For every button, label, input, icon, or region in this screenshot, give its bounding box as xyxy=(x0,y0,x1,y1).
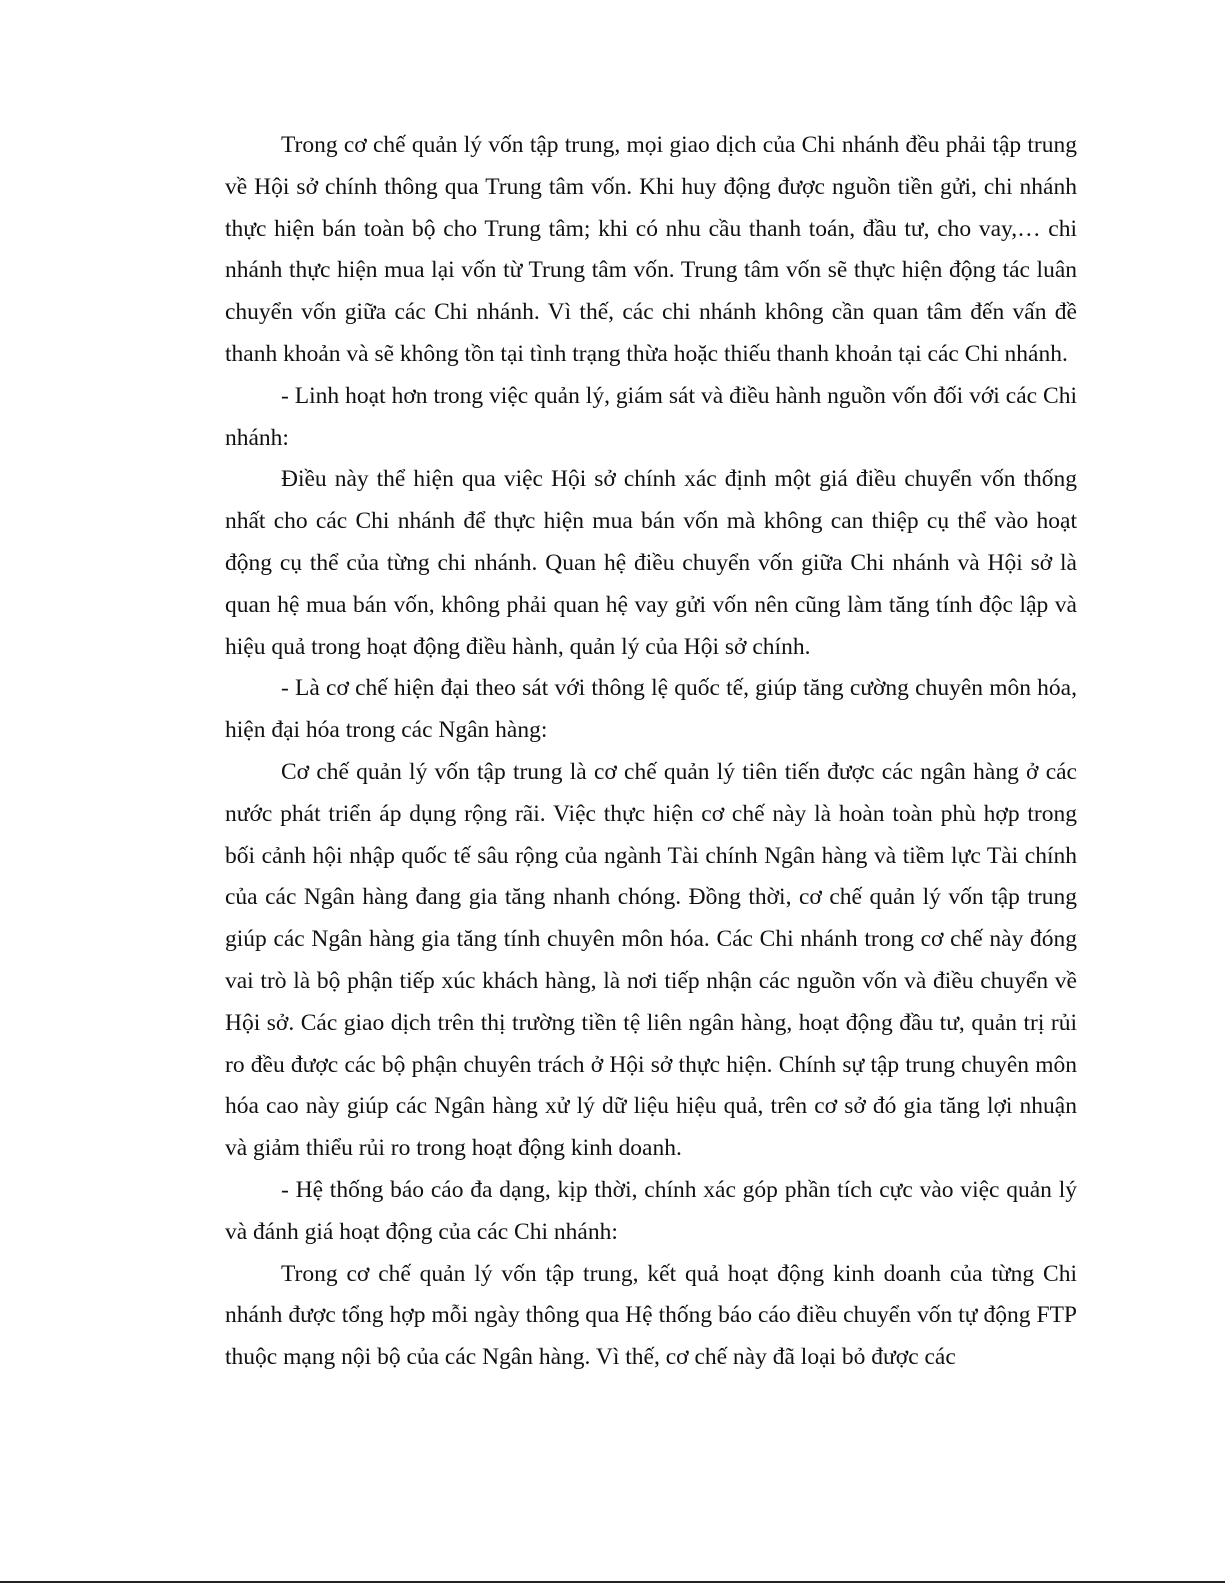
paragraph-transfer-price: Điều này thể hiện qua việc Hội sở chính xác định một giá điều chuyển vốn thống nhất cho các Chi nhánh để thực hiện mua bán vốn mà không can thiệp cụ thể vào hoạt động cụ thể của từng chi nhánh. Quan hệ điều chuyển vốn giữa Chi nhánh và Hội sở là quan hệ mua bán vốn, không phải quan hệ vay gửi vốn nên cũng làm tăng tính độc lập và hiệu quả trong hoạt động điều hành, quản lý của Hội sở chính. xyxy=(225,466,1077,660)
paragraph-centralized-capital: Trong cơ chế quản lý vốn tập trung, mọi giao dịch của Chi nhánh đều phải tập trung về Hội sở chính thông qua Trung tâm vốn. Khi huy động được nguồn tiền gửi, chi nhánh thực hiện bán toàn bộ cho Trung tâm; khi có nhu cầu thanh toán, đầu tư, cho vay,… chi nhánh thực hiện mua lại vốn từ Trung tâm vốn. Trung tâm vốn sẽ thực hiện động tác luân chuyển vốn giữa các Chi nhánh. Vì thế, các chi nhánh không cần quan tâm đến vấn đề thanh khoản và sẽ không tồn tại tình trạng thừa hoặc thiếu thanh khoản tại các Chi nhánh. xyxy=(225,132,1077,367)
document-page xyxy=(225,125,1077,1379)
paragraph-advanced-mechanism: Cơ chế quản lý vốn tập trung là cơ chế quản lý tiên tiến được các ngân hàng ở các nước phát triển áp dụng rộng rãi. Việc thực hiện cơ chế này là hoàn toàn phù hợp trong bối cảnh hội nhập quốc tế sâu rộng của ngành Tài chính Ngân hàng và tiềm lực Tài chính của các Ngân hàng đang gia tăng nhanh chóng. Đồng thời, cơ chế quản lý vốn tập trung giúp các Ngân hàng gia tăng tính chuyên môn hóa. Các Chi nhánh trong cơ chế này đóng vai trò là bộ phận tiếp xúc khách hàng, là nơi tiếp nhận các nguồn vốn và điều chuyển về Hội sở. Các giao dịch trên thị trường tiền tệ liên ngân hàng, hoạt động đầu tư, quản trị rủi ro đều được các bộ phận chuyên trách ở Hội sở thực hiện. Chính sự tập trung chuyên môn hóa cao này giúp các Ngân hàng xử lý dữ liệu hiệu quả, trên cơ sở đó gia tăng lợi nhuận và giảm thiểu rủi ro trong hoạt động kinh doanh. xyxy=(225,758,1077,1162)
bullet-flexible-management: - Linh hoạt hơn trong việc quản lý, giám sát và điều hành nguồn vốn đối với các Chi nhánh: xyxy=(225,382,1077,451)
bullet-modern-mechanism: - Là cơ chế hiện đại theo sát với thông lệ quốc tế, giúp tăng cường chuyên môn hóa, hiện đại hóa trong các Ngân hàng: xyxy=(225,675,1077,744)
paragraph-ftp-reporting: Trong cơ chế quản lý vốn tập trung, kết quả hoạt động kinh doanh của từng Chi nhánh được tổng hợp mỗi ngày thông qua Hệ thống báo cáo điều chuyển vốn tự động FTP thuộc mạng nội bộ của các Ngân hàng. Vì thế, cơ chế này đã loại bỏ được các xyxy=(225,1260,1077,1371)
bullet-reporting-system: - Hệ thống báo cáo đa dạng, kịp thời, chính xác góp phần tích cực vào việc quản lý và đánh giá hoạt động của các Chi nhánh: xyxy=(225,1176,1077,1245)
bottom-edge-line xyxy=(0,1581,1225,1583)
